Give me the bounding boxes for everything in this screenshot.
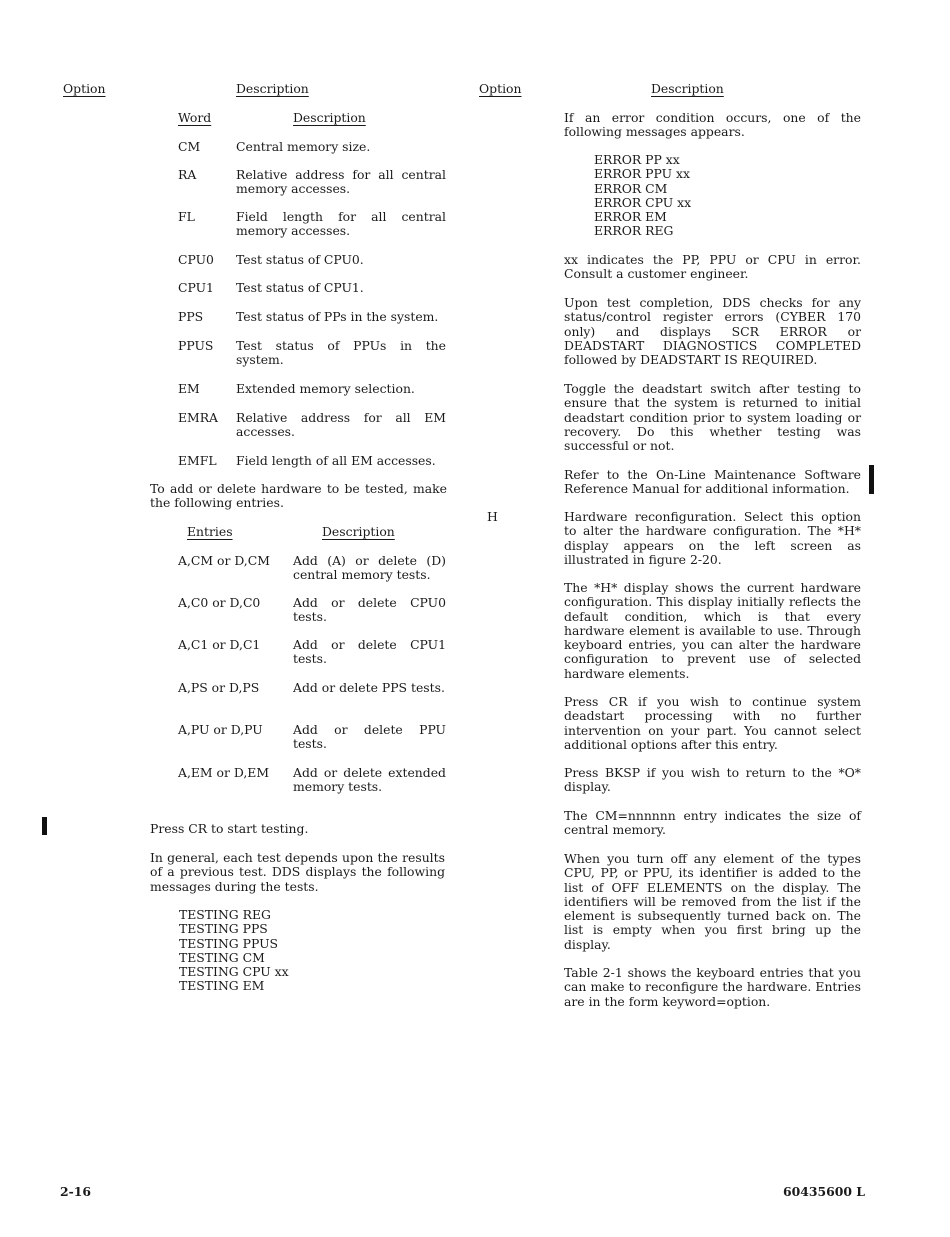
document-number: 60435600 L [783,1184,865,1199]
word-cell: FL [178,209,195,224]
press-cr-paragraph: Press CR if you wish to continue system deadstart processing with no further intervention on your part. You cannot select additional options after this entry. [564,694,861,752]
toggle-paragraph: Toggle the deadstart switch after testing to ensure that the system is returned to initial deadstart condition prior to system loading or recovery. Do this whether testing was successful or not. [564,381,861,454]
left-description-header: Description [236,81,309,96]
word-desc-cell: Field length of all EM accesses. [236,453,436,468]
word-cell: CPU0 [178,252,214,267]
testing-message: TESTING EM [179,978,265,994]
word-cell: RA [178,167,197,182]
h-display-paragraph: The *H* display shows the current hardware configuration. This display initially reflects the default condition, which is that every hardware element is available to use. Through keyboard entries, you can alter the hardware configuration to prevent use of selected hardware elements. [564,580,861,681]
error-message: ERROR PPU xx [594,166,690,182]
press-bksp-paragraph: Press BKSP if you wish to return to the *O* display. [564,765,861,795]
change-bar [869,465,874,494]
word-cell: EM [178,381,200,396]
table-paragraph: Table 2-1 shows the keyboard entries that you can make to reconfigure the hardware. Entries are in the form keyword=option. [564,965,861,1009]
testing-message: TESTING PPS [179,921,268,937]
completion-paragraph: Upon test completion, DDS checks for any status/control register errors (CYBER 170 only) and displays SCR ERROR or DEADSTART DIAGNOSTICS COMPLETED followed by DEADSTART IS REQUIRED. [564,295,861,368]
press-cr-text: Press CR to start testing. [150,821,309,836]
cm-paragraph: The CM=nnnnnn entry indicates the size of central memory. [564,808,861,838]
add-delete-intro: To add or delete hardware to be tested, make the following entries. [150,481,447,511]
error-message: ERROR CM [594,180,668,196]
word-desc-cell: Test status of PPUs in the system. [236,338,446,368]
testing-message: TESTING PPUS [179,935,279,951]
word-cell: EMFL [178,453,217,468]
entry-cell: A,CM or D,CM [178,553,270,568]
testing-message: TESTING CPU xx [179,964,289,980]
word-cell: CPU1 [178,280,214,295]
change-bar [42,817,47,835]
word-description-header: Description [293,110,366,125]
error-message: ERROR PP xx [594,152,680,167]
right-description-header: Description [651,81,724,96]
word-desc-cell: Test status of PPs in the system. [236,309,439,324]
word-desc-cell: Relative address for all EM accesses. [236,410,446,440]
error-message: ERROR REG [594,223,674,239]
error-messages [594,153,691,239]
entry-desc-cell: Add or delete PPS tests. [293,680,445,695]
h-paragraph: Hardware reconfiguration. Select this option to alter the hardware configuration. The *H* display appears on the left screen as illustrated in figure 2-20. [564,509,861,567]
testing-message: TESTING CM [179,949,265,965]
entry-desc-cell: Add or delete PPU tests. [293,722,446,752]
word-desc-cell: Relative address for all central memory accesses. [236,167,446,197]
refer-paragraph: Refer to the On-Line Maintenance Software Reference Manual for additional information. [564,467,861,497]
word-cell: EMRA [178,410,219,425]
entry-desc-cell: Add or delete CPU0 tests. [293,595,446,625]
word-desc-cell: Test status of CPU0. [236,252,364,267]
option-h-label: H [487,509,498,524]
error-message: ERROR CPU xx [594,194,692,210]
entry-cell: A,C0 or D,C0 [178,595,261,610]
testing-message: TESTING REG [179,907,271,922]
entry-desc-cell: Add (A) or delete (D) central memory tests. [293,553,446,583]
entry-cell: A,PU or D,PU [178,722,263,737]
entry-desc-cell: Add or delete extended memory tests. [293,765,446,795]
entry-cell: A,PS or D,PS [178,680,260,695]
entry-cell: A,C1 or D,C1 [178,637,261,652]
word-cell: PPS [178,309,204,324]
off-elements-paragraph: When you turn off any element of the types CPU, PP, or PPU, its identifier is added to the list of OFF ELEMENTS on the display. The identifiers will be removed from the list if the element is subsequently turned back on. The list is empty when you first bring up the display. [564,851,861,952]
right-option-header: Option [479,81,522,96]
testing-messages [179,908,289,994]
general-paragraph: In general, each test depends upon the results of a previous test. DDS displays the following messages during the tests. [150,850,445,894]
word-header: Word [178,110,212,125]
word-cell: CM [178,139,201,154]
page-number: 2-16 [60,1184,92,1199]
entries-header: Entries [187,524,233,539]
error-intro: If an error condition occurs, one of the following messages appears. [564,110,861,140]
word-cell: PPUS [178,338,214,353]
entry-cell: A,EM or D,EM [178,765,270,780]
error-message: ERROR EM [594,209,667,225]
left-option-header: Option [63,81,106,96]
word-desc-cell: Extended memory selection. [236,381,415,396]
word-desc-cell: Field length for all central memory accesses. [236,209,446,239]
xx-paragraph: xx indicates the PP, PPU or CPU in error. Consult a customer engineer. [564,252,861,282]
entries-description-header: Description [322,524,395,539]
word-desc-cell: Central memory size. [236,139,371,154]
entry-desc-cell: Add or delete CPU1 tests. [293,637,446,667]
word-desc-cell: Test status of CPU1. [236,280,364,295]
